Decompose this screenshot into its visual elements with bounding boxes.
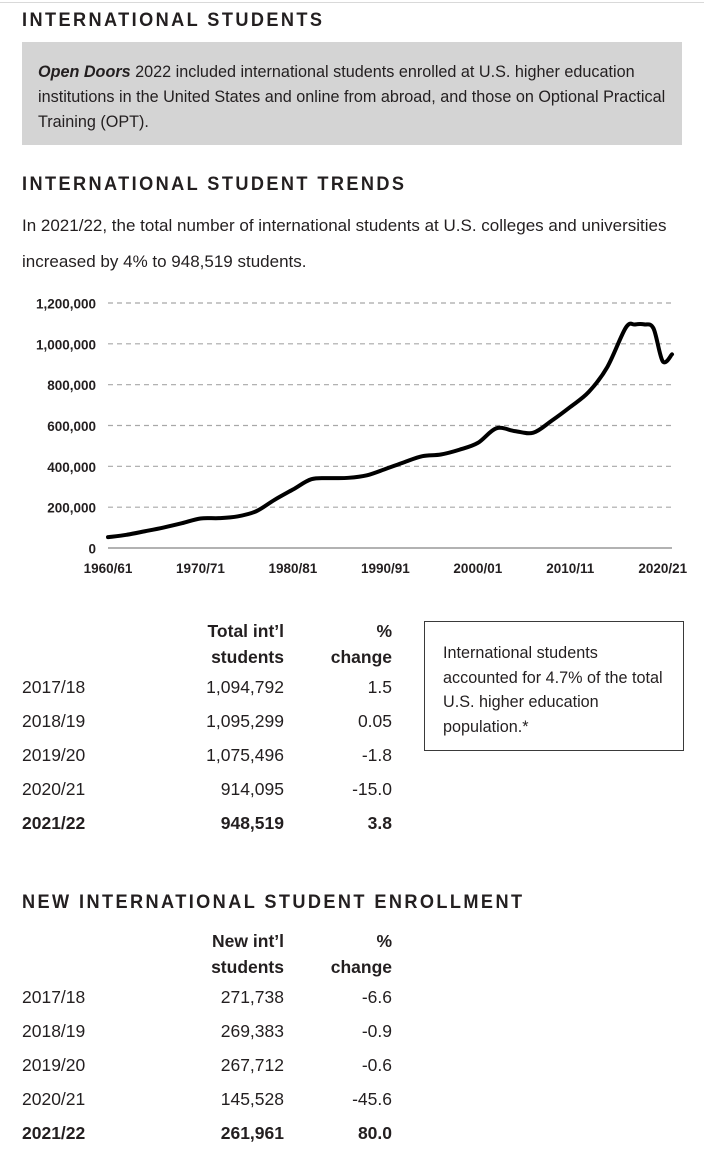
table-row bbox=[22, 1082, 392, 1116]
international-student-trend-chart bbox=[0, 288, 704, 578]
cell-value: 145,528 bbox=[220, 1089, 284, 1109]
x-axis-tick-label: 1970/71 bbox=[176, 561, 225, 576]
table-head bbox=[22, 928, 392, 980]
table-body bbox=[22, 980, 392, 1150]
y-axis-tick-label: 800,000 bbox=[47, 378, 96, 394]
trend-chart-svg bbox=[0, 288, 704, 578]
section-heading-trends: INTERNATIONAL STUDENT TRENDS bbox=[22, 173, 407, 195]
column-header-new-students bbox=[144, 928, 284, 980]
x-axis-tick-label: 1990/91 bbox=[360, 561, 410, 576]
table-row bbox=[22, 806, 392, 840]
x-axis-tick-label: 1980/81 bbox=[268, 561, 318, 576]
open-doors-body: 2022 included international students enrolled at U.S. higher education institutions in the United States and online from abroad, and those on Optional Practical Training (OPT). bbox=[38, 63, 666, 131]
table-row bbox=[22, 704, 392, 738]
total-international-students-table bbox=[22, 618, 392, 840]
open-doors-callout-box bbox=[22, 42, 682, 145]
cell-value: 271,738 bbox=[220, 987, 284, 1007]
cell-value: 1,095,299 bbox=[206, 711, 284, 731]
x-axis-tick-label: 2000/01 bbox=[453, 561, 503, 576]
cell-value: 948,519 bbox=[220, 813, 284, 833]
cell-value: 269,383 bbox=[220, 1021, 284, 1041]
column-header-total-students bbox=[144, 618, 284, 670]
header-line-1: New int’l bbox=[212, 931, 284, 951]
cell-year: 2021/22 bbox=[22, 813, 86, 833]
header-line-1: % bbox=[376, 931, 392, 951]
cell-year: 2021/22 bbox=[22, 1123, 86, 1143]
y-axis-tick-label: 0 bbox=[88, 541, 96, 557]
cell-year: 2019/20 bbox=[22, 1055, 86, 1075]
cell-change: 1.5 bbox=[367, 677, 392, 697]
column-header-percent-change bbox=[284, 618, 392, 670]
y-axis-tick-label: 1,200,000 bbox=[35, 296, 96, 312]
cell-change: 0.05 bbox=[357, 711, 392, 731]
cell-value: 261,961 bbox=[220, 1123, 284, 1143]
column-header-year bbox=[22, 928, 144, 980]
table-row bbox=[22, 738, 392, 772]
table-head bbox=[22, 618, 392, 670]
cell-year: 2020/21 bbox=[22, 779, 86, 799]
trends-intro-text: In 2021/22, the total number of international students at U.S. colleges and universities increased by 4% to 948,519 students. bbox=[22, 216, 667, 271]
cell-year: 2018/19 bbox=[22, 1021, 86, 1041]
cell-change: 3.8 bbox=[367, 813, 392, 833]
cell-change: -45.6 bbox=[352, 1089, 392, 1109]
column-header-year bbox=[22, 618, 144, 670]
section-heading-new-enrollment: NEW INTERNATIONAL STUDENT ENROLLMENT bbox=[22, 891, 525, 913]
open-doors-emphasis: Open Doors bbox=[38, 63, 131, 81]
fact-box-text: International students accounted for 4.7% of the total U.S. higher education population.* bbox=[443, 644, 663, 736]
header-line-2: students bbox=[211, 647, 284, 667]
cell-value: 267,712 bbox=[220, 1055, 284, 1075]
y-axis-tick-label: 200,000 bbox=[47, 500, 96, 516]
table-row bbox=[22, 670, 392, 704]
cell-year: 2017/18 bbox=[22, 677, 86, 697]
cell-year: 2020/21 bbox=[22, 1089, 86, 1109]
cell-change: -6.6 bbox=[361, 987, 392, 1007]
header-line-1: Total int’l bbox=[207, 621, 284, 641]
page-title: INTERNATIONAL STUDENTS bbox=[22, 9, 325, 31]
cell-change: -0.6 bbox=[361, 1055, 392, 1075]
cell-change: -0.9 bbox=[361, 1021, 392, 1041]
cell-value: 914,095 bbox=[220, 779, 284, 799]
open-doors-callout-text bbox=[38, 60, 672, 135]
cell-change: -1.8 bbox=[361, 745, 392, 765]
header-line-2: change bbox=[330, 647, 392, 667]
column-header-percent-change bbox=[284, 928, 392, 980]
header-line-1: % bbox=[376, 621, 392, 641]
table-body bbox=[22, 670, 392, 840]
table-header-row bbox=[22, 928, 392, 980]
y-axis-tick-label: 1,000,000 bbox=[35, 337, 96, 353]
table-row bbox=[22, 980, 392, 1014]
cell-value: 1,075,496 bbox=[206, 745, 284, 765]
cell-year: 2018/19 bbox=[22, 711, 86, 731]
table-row bbox=[22, 1048, 392, 1082]
cell-year: 2017/18 bbox=[22, 987, 86, 1007]
y-axis-tick-label: 600,000 bbox=[47, 419, 96, 434]
header-line-2: students bbox=[211, 957, 284, 977]
new-international-students-table bbox=[22, 928, 392, 1150]
table-row bbox=[22, 1116, 392, 1150]
table-row bbox=[22, 1014, 392, 1048]
cell-value: 1,094,792 bbox=[206, 677, 284, 697]
table-header-row bbox=[22, 618, 392, 670]
top-divider bbox=[0, 2, 704, 3]
x-axis-tick-label: 2010/11 bbox=[546, 561, 595, 576]
trend-line-series bbox=[108, 324, 672, 538]
cell-year: 2019/20 bbox=[22, 745, 86, 765]
header-line-2: change bbox=[330, 957, 392, 977]
cell-change: -15.0 bbox=[352, 779, 392, 799]
y-axis-tick-label: 400,000 bbox=[47, 459, 96, 475]
x-axis-tick-label: 1960/61 bbox=[83, 561, 133, 576]
cell-change: 80.0 bbox=[357, 1123, 392, 1143]
x-axis-tick-label: 2020/21 bbox=[638, 561, 688, 576]
share-of-population-fact-box bbox=[424, 621, 684, 751]
table-row bbox=[22, 772, 392, 806]
